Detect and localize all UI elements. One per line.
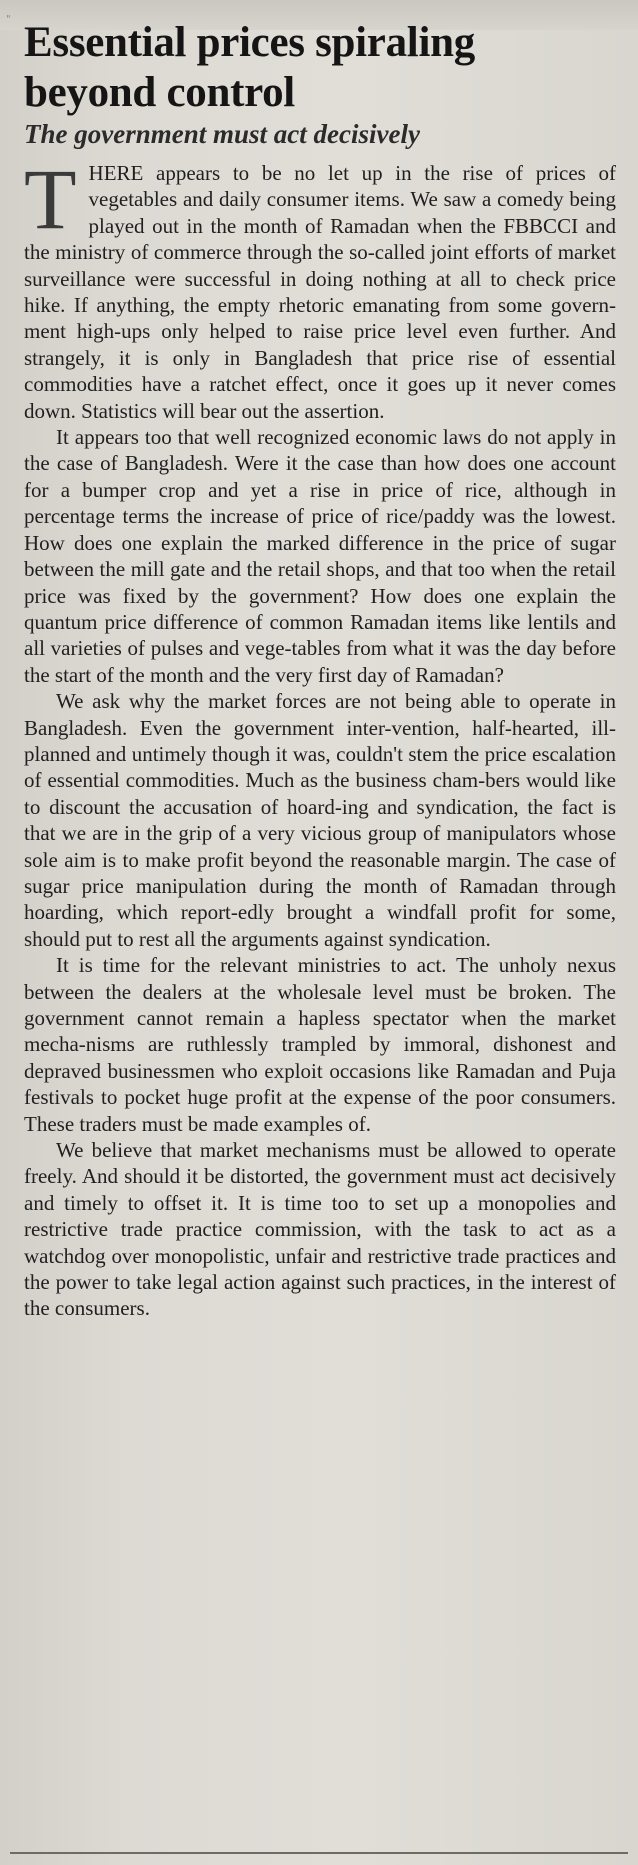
article-headline: Essential prices spiraling beyond control (24, 19, 475, 116)
drop-cap: T (24, 151, 77, 247)
bleed-mark-left: " (6, 14, 12, 25)
article-paragraph-2: It appears too that well recognized economic laws do not apply in the case of Bangladesh. Were it the case than how does one account for a bumper crop and yet a rise in price of rice, although in percentage terms the increase of price of rice/paddy was the lowest. How does one explain the marked difference in the price of sugar between the mill gate and the retail shops, and that too when the retail price was fixed by the government? How does one explain the quantum price difference of common Ramadan items like lentils and all varieties of pulses and vege-tables from what it was the day before the start of the month and the very first day of Ramadan? (24, 425, 616, 687)
article-paragraph-1 (24, 151, 616, 424)
article-paragraph-3: We ask why the market forces are not being able to operate in Bangladesh. Even the government inter-vention, half-hearted, ill-planned and untimely though it was, couldn't stem the price escalation of essential commodities. Much as the business cham-bers would like to discount the accusation of hoard-ing and syndication, the fact is that we are in the grip of a very vicious group of manipulators whose sole aim is to make profit beyond the reasonable margin. The case of sugar price manipulation during the month of Ramadan through hoarding, which report-edly brought a windfall profit for some, should put to rest all the arguments against syndication. (24, 689, 616, 951)
article-subhead: The government must act decisively (24, 119, 420, 149)
article-paragraph-4: It is time for the relevant ministries to act. The unholy nexus between the dealers at the wholesale level must be broken. The government cannot remain a hapless spectator when the market mecha-nisms are ruthlessly trampled by immoral, dishonest and depraved businessmen who exploit occasions like Ramadan and Puja festivals to pocket huge profit at the expense of the poor consumers. These traders must be made examples of. (24, 953, 616, 1136)
paragraph-1-text: HERE appears to be no let up in the rise of prices of vegetables and daily consumer items. We saw a comedy being played out in the month of Ramadan when the FBBCCI and the ministry of commerce through the so-called joint efforts of market surveillance were successful in doing nothing at all to check price hike. If anything, the empty rhetoric emanating from some govern-ment high-ups only helped to raise price level even further. And strangely, it is only in Bangladesh that price rise of essential commodities have a ratchet effect, once it goes up it never comes down. Statistics will bear out the assertion. (24, 161, 616, 423)
article-paragraph-5: We believe that market mechanisms must be allowed to operate freely. And should it be distorted, the government must act decisively and timely to offset it. It is time too to set up a monopolies and restrictive trade practice commission, with the task to act as a watchdog over monopolistic, unfair and restrictive trade practices and the power to take legal action against such practices, in the interest of the consumers. (24, 1138, 616, 1321)
bottom-rule (10, 1852, 628, 1854)
article-body (24, 151, 616, 1322)
